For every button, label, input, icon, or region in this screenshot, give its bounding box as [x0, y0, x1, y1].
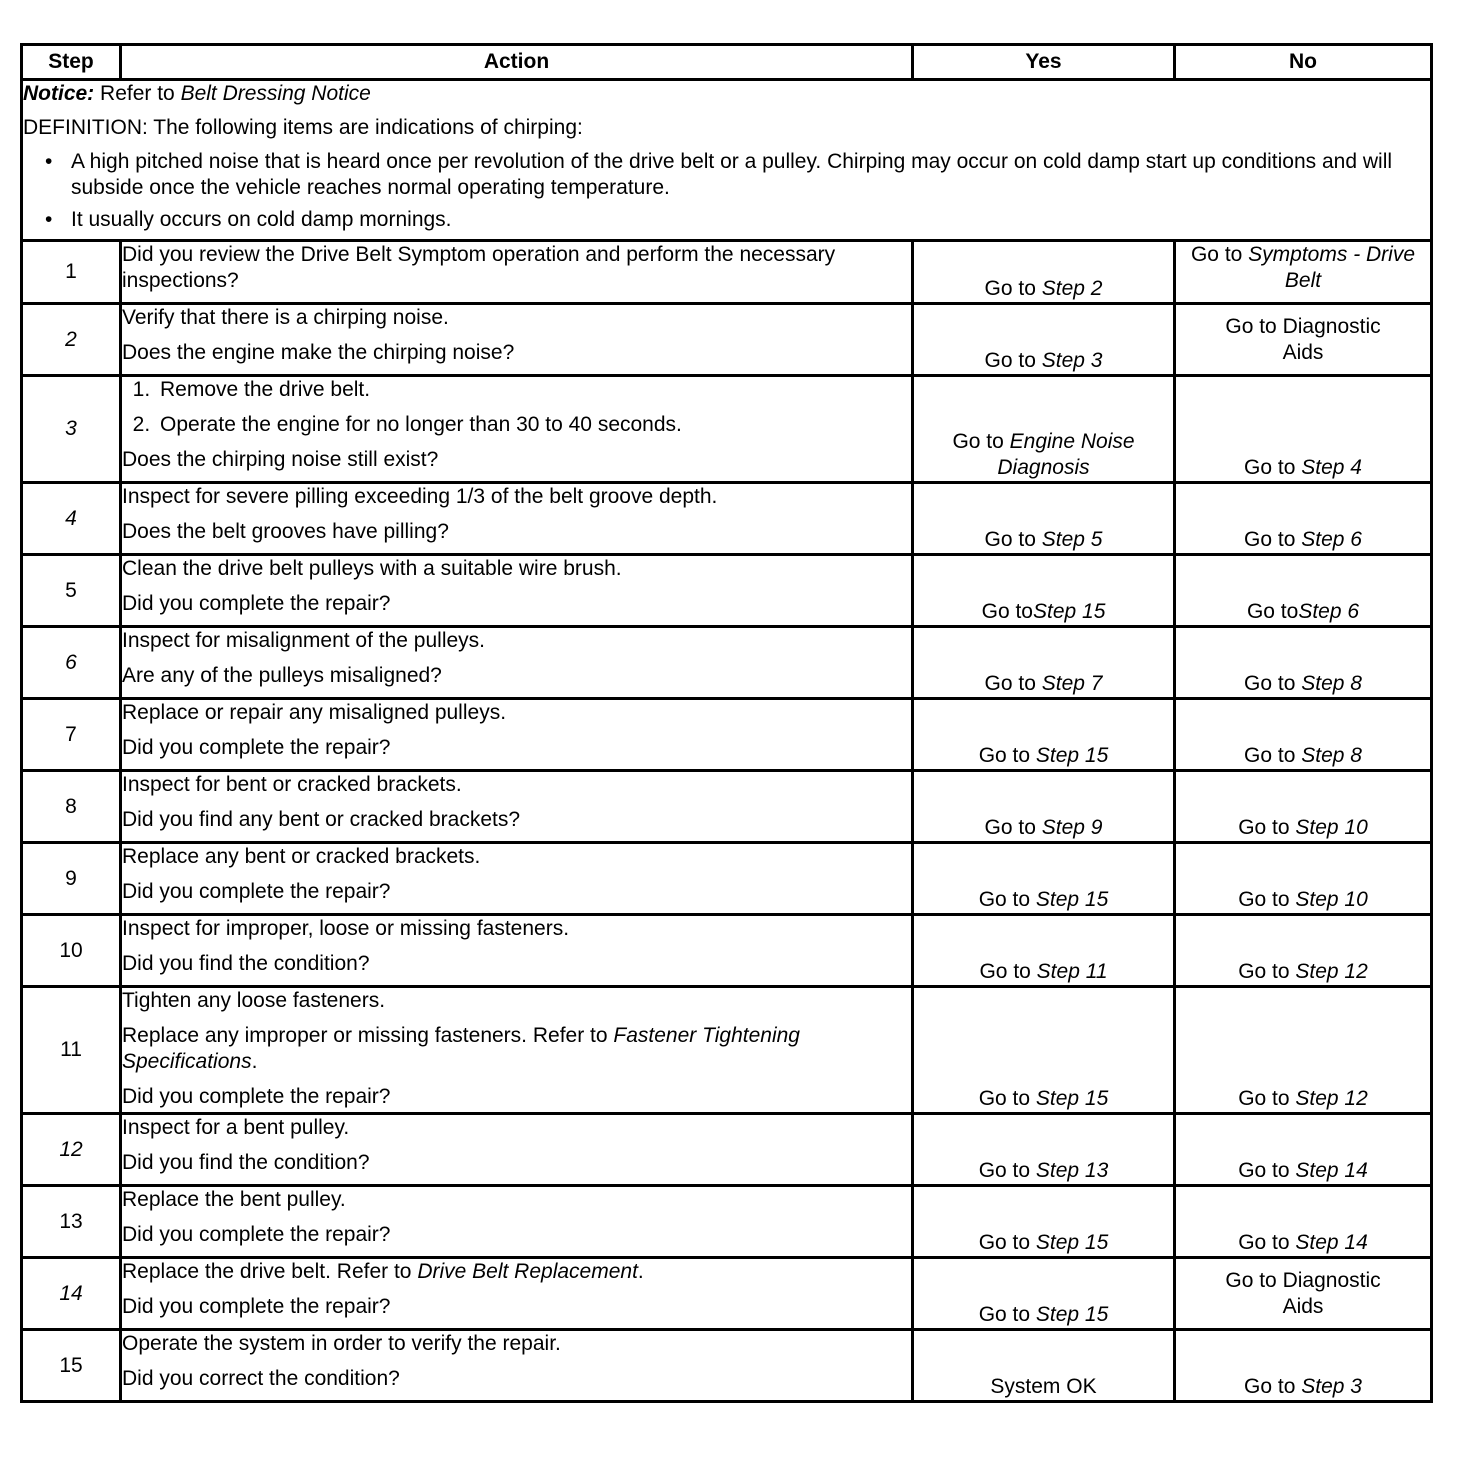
- action-text: Inspect for bent or cracked brackets.: [122, 773, 462, 796]
- header-step: Step: [22, 45, 121, 80]
- table-row: [22, 1114, 1432, 1186]
- no-cell[interactable]: [1175, 915, 1432, 987]
- notice-cell: [22, 80, 1432, 241]
- action-cell: [121, 1114, 913, 1186]
- bullet-item: [23, 207, 1430, 233]
- yes-prefix: Go to: [978, 744, 1036, 767]
- no-prefix: Go to: [1238, 816, 1296, 839]
- yes-text[interactable]: System OK: [990, 1375, 1097, 1398]
- yes-cell[interactable]: [913, 771, 1175, 843]
- no-text[interactable]: Go to Diagnostic Aids: [1225, 314, 1381, 364]
- no-link[interactable]: Step 10: [1295, 888, 1368, 911]
- bullet-icon: •: [45, 208, 53, 231]
- yes-link[interactable]: Step 15: [1035, 744, 1109, 767]
- no-cell[interactable]: [1175, 1258, 1432, 1330]
- yes-cell[interactable]: [913, 699, 1175, 771]
- yes-cell[interactable]: [913, 627, 1175, 699]
- action-text: Replace or repair any misaligned pulleys.: [122, 701, 507, 724]
- step-number: 8: [22, 771, 121, 843]
- yes-link[interactable]: Step 15: [1035, 1231, 1109, 1254]
- yes-cell[interactable]: [913, 555, 1175, 627]
- yes-link[interactable]: Step 3: [1041, 349, 1103, 372]
- action-question: Did you complete the repair?: [122, 1223, 391, 1246]
- yes-cell[interactable]: [913, 915, 1175, 987]
- action-question: Does the chirping noise still exist?: [122, 448, 439, 471]
- bullet-text: It usually occurs on cold damp mornings.: [71, 208, 452, 231]
- action-cell: [121, 241, 913, 304]
- step-number: 11: [22, 987, 121, 1114]
- no-prefix: Go to: [1246, 600, 1299, 623]
- step-number: 14: [22, 1258, 121, 1330]
- no-prefix: Go to: [1238, 960, 1296, 983]
- no-prefix: Go to: [1244, 528, 1302, 551]
- table-row: [22, 627, 1432, 699]
- yes-prefix: Go to: [981, 600, 1033, 623]
- action-cell: [121, 376, 913, 483]
- no-link[interactable]: Step 8: [1301, 744, 1362, 767]
- action-question: Are any of the pulleys misaligned?: [122, 664, 442, 687]
- action-link[interactable]: Drive Belt Replacement: [417, 1260, 638, 1283]
- notice-text: Refer to: [94, 82, 181, 105]
- no-link[interactable]: Step 12: [1295, 1087, 1368, 1110]
- yes-cell[interactable]: [913, 304, 1175, 376]
- no-cell[interactable]: [1175, 987, 1432, 1114]
- list-item: 1. Remove the drive belt.: [156, 377, 911, 403]
- action-cell: [121, 915, 913, 987]
- table-row: [22, 483, 1432, 555]
- step-number: 13: [22, 1186, 121, 1258]
- yes-cell[interactable]: [913, 1330, 1175, 1402]
- no-cell[interactable]: [1175, 771, 1432, 843]
- action-cell: [121, 304, 913, 376]
- no-prefix: Go to: [1190, 243, 1249, 266]
- action-text: Inspect for misalignment of the pulleys.: [122, 629, 486, 652]
- action-question: Did you find the condition?: [122, 1151, 370, 1174]
- action-cell: [121, 627, 913, 699]
- action-text: Operate the system in order to verify the repair.: [122, 1332, 561, 1355]
- action-question: Did you complete the repair?: [122, 736, 391, 759]
- yes-link[interactable]: Step 13: [1035, 1159, 1109, 1182]
- action-list: [100, 377, 911, 438]
- action-cell: [121, 1330, 913, 1402]
- action-text: [122, 1259, 911, 1285]
- action-text: [122, 1023, 911, 1075]
- notice-line: [23, 81, 1430, 107]
- action-cell: [121, 843, 913, 915]
- step-number: 10: [22, 915, 121, 987]
- action-cell: [121, 699, 913, 771]
- step-number: 1: [22, 241, 121, 304]
- action-question: Did you complete the repair?: [122, 1085, 391, 1108]
- action-text: Did you review the Drive Belt Symptom operation and perform the necessary inspections?: [122, 243, 836, 292]
- yes-cell[interactable]: [913, 1114, 1175, 1186]
- action-link[interactable]: Fastener Tightening Specifications: [122, 1024, 800, 1073]
- step-number: 7: [22, 699, 121, 771]
- action-cell: [121, 555, 913, 627]
- no-cell[interactable]: [1175, 376, 1432, 483]
- yes-prefix: Go to: [952, 430, 1010, 453]
- header-no: No: [1175, 45, 1432, 80]
- table-row: [22, 771, 1432, 843]
- no-cell[interactable]: [1175, 241, 1432, 304]
- no-link[interactable]: Step 3: [1301, 1375, 1362, 1398]
- step-number: 12: [22, 1114, 121, 1186]
- no-cell[interactable]: [1175, 627, 1432, 699]
- no-link[interactable]: Step 6: [1301, 528, 1362, 551]
- action-text-prefix: Replace the drive belt. Refer to: [122, 1260, 418, 1283]
- table-row: [22, 1258, 1432, 1330]
- yes-prefix: Go to: [978, 1087, 1036, 1110]
- table-row: [22, 1330, 1432, 1402]
- action-text-suffix: .: [251, 1050, 258, 1073]
- action-text-suffix: .: [637, 1260, 644, 1283]
- action-text: Replace the bent pulley.: [122, 1188, 346, 1211]
- bullet-icon: •: [45, 150, 53, 173]
- yes-prefix: Go to: [978, 1303, 1036, 1326]
- action-text: Inspect for severe pilling exceeding 1/3 of the belt groove depth.: [122, 485, 718, 508]
- header-yes: Yes: [913, 45, 1175, 80]
- step-number: 5: [22, 555, 121, 627]
- yes-link[interactable]: Step 11: [1036, 960, 1108, 983]
- no-link[interactable]: Step 10: [1295, 816, 1368, 839]
- yes-prefix: Go to: [984, 672, 1042, 695]
- yes-cell[interactable]: [913, 483, 1175, 555]
- table-row: [22, 843, 1432, 915]
- no-prefix: Go to: [1244, 456, 1302, 479]
- action-question: Did you find the condition?: [122, 952, 370, 975]
- diagnostic-table: [20, 43, 1433, 1403]
- table-row: [22, 987, 1432, 1114]
- yes-cell[interactable]: [913, 1186, 1175, 1258]
- no-prefix: Go to: [1244, 672, 1302, 695]
- no-prefix: Go to: [1238, 888, 1296, 911]
- table-row: [22, 1186, 1432, 1258]
- action-question: Did you complete the repair?: [122, 880, 391, 903]
- no-link[interactable]: Step 14: [1295, 1231, 1368, 1254]
- notice-row: [22, 80, 1432, 241]
- action-text: Replace any bent or cracked brackets.: [122, 845, 481, 868]
- no-link[interactable]: Step 8: [1301, 672, 1362, 695]
- yes-link[interactable]: Step 2: [1041, 277, 1103, 300]
- header-row: [22, 45, 1432, 80]
- no-prefix: Go to: [1244, 1375, 1302, 1398]
- yes-prefix: Go to: [984, 528, 1042, 551]
- yes-link[interactable]: Step 15: [1035, 1087, 1109, 1110]
- action-cell: [121, 1186, 913, 1258]
- action-text: Inspect for a bent pulley.: [122, 1116, 350, 1139]
- action-cell: [121, 483, 913, 555]
- yes-link[interactable]: Step 15: [1035, 1303, 1109, 1326]
- yes-link[interactable]: Step 15: [1032, 600, 1106, 623]
- yes-cell[interactable]: [913, 241, 1175, 304]
- no-prefix: Go to: [1238, 1231, 1296, 1254]
- no-link[interactable]: Symptoms - Drive Belt: [1248, 243, 1416, 292]
- yes-link[interactable]: Step 7: [1041, 672, 1103, 695]
- yes-cell[interactable]: [913, 1258, 1175, 1330]
- table-row: [22, 555, 1432, 627]
- table-row: [22, 699, 1432, 771]
- header-action: Action: [121, 45, 913, 80]
- no-link[interactable]: Step 12: [1295, 960, 1368, 983]
- yes-prefix: Go to: [984, 349, 1042, 372]
- step-number: 9: [22, 843, 121, 915]
- notice-link[interactable]: Belt Dressing Notice: [180, 82, 371, 105]
- yes-link[interactable]: Step 15: [1035, 888, 1109, 911]
- no-link[interactable]: Step 4: [1301, 456, 1362, 479]
- step-number: 6: [22, 627, 121, 699]
- action-question: Did you complete the repair?: [122, 592, 391, 615]
- no-cell[interactable]: [1175, 304, 1432, 376]
- table-row: [22, 915, 1432, 987]
- step-number: 3: [22, 376, 121, 483]
- no-cell[interactable]: [1175, 1114, 1432, 1186]
- yes-cell[interactable]: [913, 987, 1175, 1114]
- action-text: Verify that there is a chirping noise.: [122, 306, 449, 329]
- no-prefix: Go to: [1238, 1087, 1296, 1110]
- action-question: Did you correct the condition?: [122, 1367, 400, 1390]
- action-cell: [121, 1258, 913, 1330]
- yes-prefix: Go to: [978, 1159, 1036, 1182]
- yes-cell[interactable]: [913, 376, 1175, 483]
- table-row: [22, 304, 1432, 376]
- action-question: Does the engine make the chirping noise?: [122, 341, 515, 364]
- action-question: Did you find any bent or cracked brackets?: [122, 808, 521, 831]
- yes-link[interactable]: Engine Noise Diagnosis: [997, 430, 1135, 479]
- yes-cell[interactable]: [913, 843, 1175, 915]
- action-text-prefix: Replace any improper or missing fasteners. Refer to: [122, 1024, 614, 1047]
- no-cell[interactable]: [1175, 555, 1432, 627]
- definition-line: DEFINITION: The following items are indications of chirping:: [23, 116, 583, 139]
- action-question: Does the belt grooves have pilling?: [122, 520, 449, 543]
- no-prefix: Go to: [1238, 1159, 1296, 1182]
- table-row: [22, 376, 1432, 483]
- action-cell: [121, 987, 913, 1114]
- action-question: Did you complete the repair?: [122, 1295, 391, 1318]
- action-text: Tighten any loose fasteners.: [122, 989, 386, 1012]
- action-text: Clean the drive belt pulleys with a suitable wire brush.: [122, 557, 622, 580]
- step-number: 15: [22, 1330, 121, 1402]
- notice-label: Notice:: [23, 82, 95, 105]
- bullet-item: [23, 149, 1430, 201]
- yes-prefix: Go to: [978, 1231, 1036, 1254]
- no-prefix: Go to: [1244, 744, 1302, 767]
- no-cell[interactable]: [1175, 843, 1432, 915]
- yes-prefix: Go to: [979, 960, 1037, 983]
- list-item: 2. Operate the engine for no longer than 30 to 40 seconds.: [156, 412, 911, 438]
- yes-prefix: Go to: [978, 888, 1036, 911]
- action-cell: [121, 771, 913, 843]
- no-cell[interactable]: [1175, 1330, 1432, 1402]
- no-cell[interactable]: [1175, 483, 1432, 555]
- no-text[interactable]: Go to Diagnostic Aids: [1225, 1268, 1381, 1318]
- no-link[interactable]: Step 14: [1295, 1159, 1368, 1182]
- action-text: Inspect for improper, loose or missing fasteners.: [122, 917, 570, 940]
- bullet-text: A high pitched noise that is heard once per revolution of the drive belt or a pulley. Chirping may occur on cold damp start up conditions and will subside once the vehicle reaches normal operating temperature.: [71, 150, 1393, 199]
- yes-prefix: Go to: [984, 277, 1042, 300]
- yes-prefix: Go to: [984, 816, 1042, 839]
- table-row: [22, 241, 1432, 304]
- step-number: 2: [22, 304, 121, 376]
- step-number: 4: [22, 483, 121, 555]
- no-cell[interactable]: [1175, 699, 1432, 771]
- yes-link[interactable]: Step 5: [1041, 528, 1103, 551]
- no-link[interactable]: Step 6: [1298, 600, 1360, 623]
- no-cell[interactable]: [1175, 1186, 1432, 1258]
- yes-link[interactable]: Step 9: [1041, 816, 1103, 839]
